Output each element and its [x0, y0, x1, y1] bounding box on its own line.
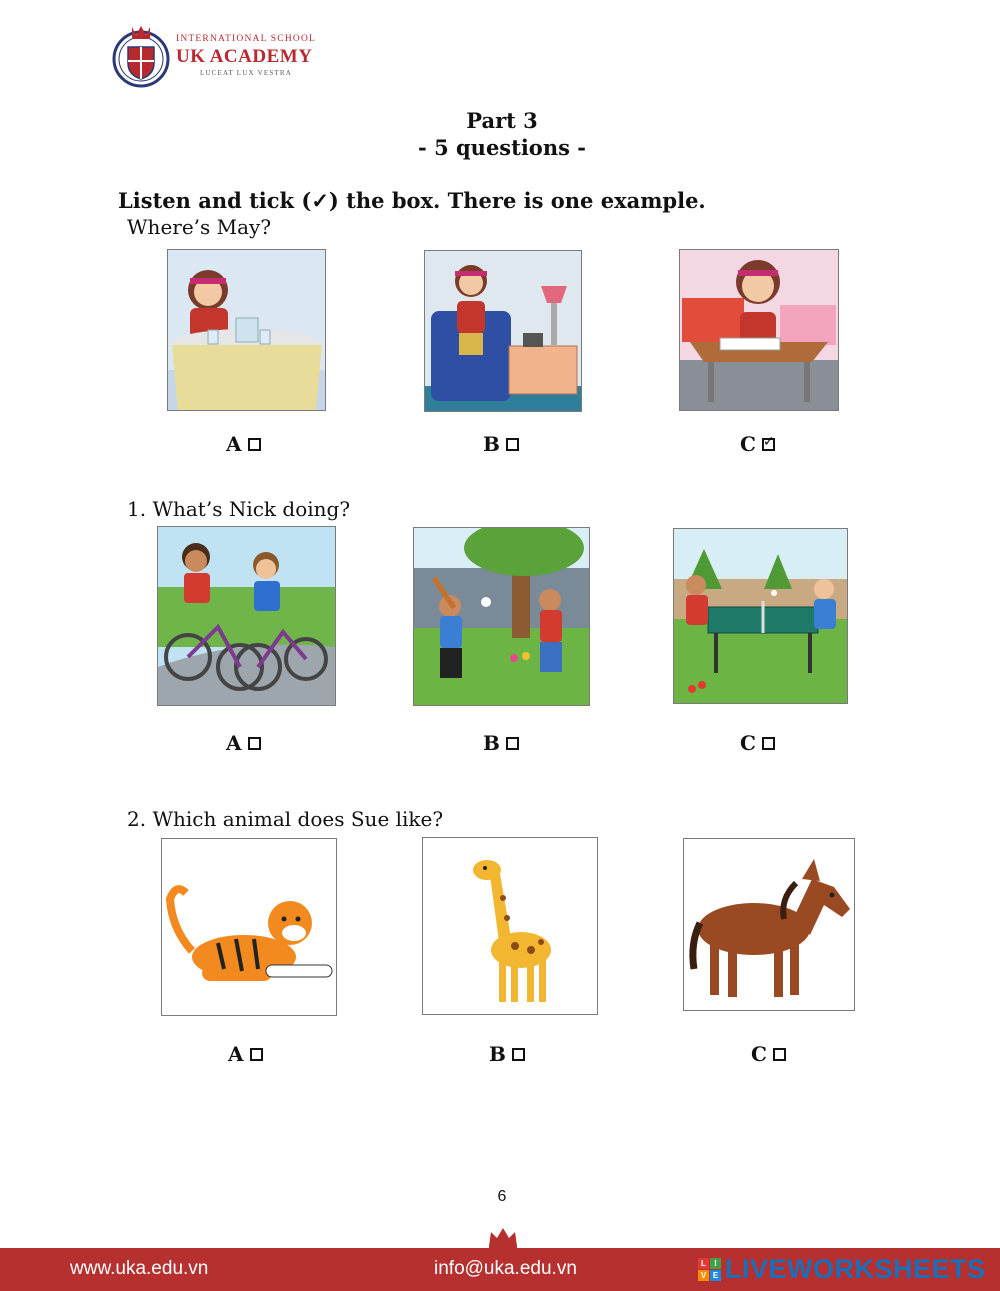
- example-option-b[interactable]: [483, 432, 519, 456]
- footer-website[interactable]: www.uka.edu.vn: [70, 1258, 209, 1279]
- picture-tiger: [161, 838, 337, 1016]
- logo-name: UK ACADEMY: [176, 46, 313, 68]
- badge-tile: L: [698, 1258, 709, 1269]
- school-logo: [110, 14, 350, 98]
- option-letter: B: [483, 731, 500, 755]
- example-option-a[interactable]: [226, 432, 261, 456]
- picture-giraffe: [422, 837, 598, 1015]
- question-1: 1. What’s Nick doing?: [127, 497, 351, 521]
- picture-boys-playing-table-tennis: [673, 528, 848, 704]
- checkbox-ticked[interactable]: [762, 438, 775, 451]
- checkbox[interactable]: [512, 1048, 525, 1061]
- checkbox[interactable]: [248, 438, 261, 451]
- badge-tile: V: [698, 1270, 709, 1281]
- option-letter: A: [226, 432, 242, 456]
- example-option-c[interactable]: [740, 432, 775, 456]
- part-subtitle: - 5 questions -: [418, 135, 586, 160]
- option-letter: C: [740, 731, 756, 755]
- checkbox[interactable]: [248, 737, 261, 750]
- q1-option-a[interactable]: [226, 731, 261, 755]
- q2-option-a[interactable]: [228, 1042, 263, 1066]
- q2-option-b[interactable]: [489, 1042, 525, 1066]
- option-letter: C: [740, 432, 756, 456]
- page-number: 6: [497, 1188, 507, 1205]
- picture-girl-at-dining-table: [167, 249, 326, 411]
- option-letter: C: [751, 1042, 767, 1066]
- instruction: Listen and tick (✓) the box. There is one example.: [118, 188, 706, 213]
- example-question: Where’s May?: [127, 215, 272, 239]
- picture-horse: [683, 838, 855, 1011]
- q1-option-b[interactable]: [483, 731, 519, 755]
- crest-icon: [110, 21, 172, 91]
- liveworksheets-label: LIVEWORKSHEETS: [725, 1254, 986, 1284]
- option-letter: B: [483, 432, 500, 456]
- option-letter: B: [489, 1042, 506, 1066]
- footer-email[interactable]: info@uka.edu.vn: [434, 1258, 577, 1279]
- logo-motto: LUCEAT LUX VESTRA: [199, 69, 293, 78]
- picture-girl-at-desk-drawing: [679, 249, 839, 411]
- crown-icon: [486, 1224, 520, 1250]
- option-letter: A: [228, 1042, 244, 1066]
- q2-option-c[interactable]: [751, 1042, 786, 1066]
- question-2: 2. Which animal does Sue like?: [127, 807, 444, 831]
- logo-top-text: INTERNATIONAL SCHOOL: [176, 33, 317, 44]
- option-letter: A: [226, 731, 242, 755]
- liveworksheets-logo-icon: [698, 1258, 721, 1281]
- liveworksheets-badge[interactable]: [698, 1254, 986, 1285]
- picture-boys-riding-bikes: [157, 526, 336, 706]
- checkbox[interactable]: [506, 438, 519, 451]
- part-title: Part 3: [466, 108, 538, 133]
- checkbox[interactable]: [762, 737, 775, 750]
- picture-boys-playing-baseball: [413, 527, 590, 706]
- checkbox[interactable]: [773, 1048, 786, 1061]
- checkbox[interactable]: [250, 1048, 263, 1061]
- picture-girl-in-armchair: [424, 250, 582, 412]
- badge-tile: I: [710, 1258, 721, 1269]
- badge-tile: E: [710, 1270, 721, 1281]
- checkbox[interactable]: [506, 737, 519, 750]
- q1-option-c[interactable]: [740, 731, 775, 755]
